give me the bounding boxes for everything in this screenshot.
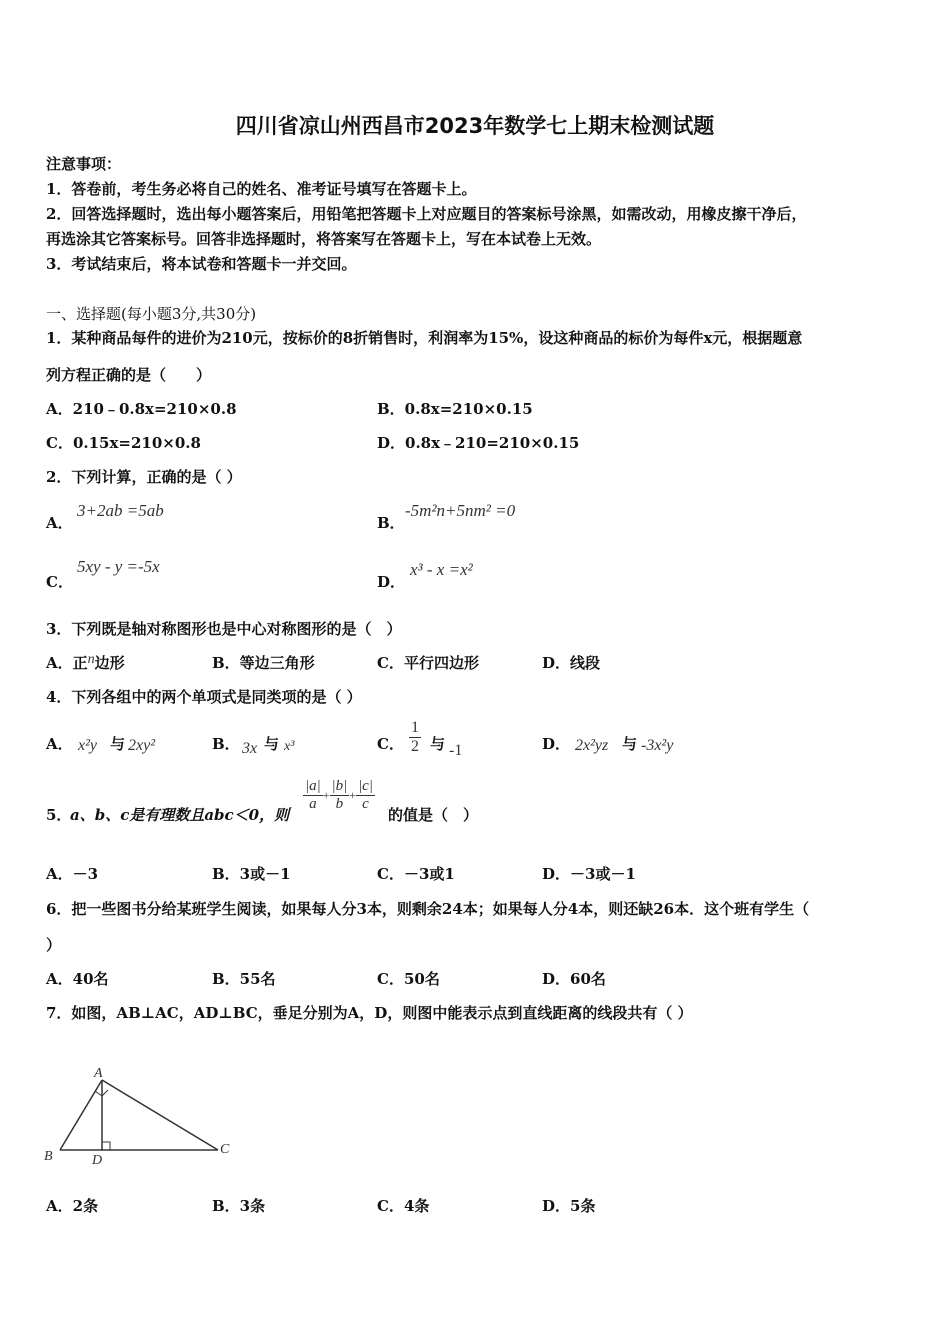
notice-line-2b: 再选涂其它答案标号。回答非选择题时，将答案写在答题卡上，写在本试卷上无效。 bbox=[46, 230, 602, 248]
q2-option-c-expr: 5xy - y =-5x bbox=[77, 557, 160, 576]
q6-option-a: A．40名 bbox=[46, 970, 109, 988]
q4-option-a-yu: 与 bbox=[110, 735, 126, 753]
q7-option-b: B．3条 bbox=[212, 1197, 266, 1215]
q5-frac2-num: |b| bbox=[331, 778, 348, 794]
q4-option-c-num: 1 bbox=[411, 719, 419, 736]
q4-option-b-yu: 与 bbox=[264, 735, 280, 753]
q7-triangle-figure bbox=[40, 1060, 240, 1170]
q5-frac1-num: |a| bbox=[305, 778, 321, 794]
q5-option-d: D．－3或－1 bbox=[542, 865, 636, 883]
q1-option-a: A．210﹣0.8x=210×0.8 bbox=[46, 400, 237, 418]
segment-ab bbox=[60, 1080, 102, 1150]
q4-option-c-yu: 与 bbox=[430, 735, 446, 753]
label-a: A bbox=[94, 1066, 103, 1081]
q5-fraction-sum bbox=[303, 778, 375, 813]
label-b: B bbox=[44, 1149, 53, 1164]
q4-option-c-frac bbox=[409, 719, 421, 756]
q5-frac3-num: |c| bbox=[358, 778, 373, 794]
q5-frac3-den: c bbox=[362, 796, 369, 812]
q4-option-d-label: D． bbox=[542, 735, 571, 753]
q5-stem-mid: a、b、c是有理数且abc＜0，则 bbox=[70, 806, 290, 824]
q4-option-b-label: B． bbox=[212, 735, 240, 753]
q4-option-c-right: -1 bbox=[449, 742, 463, 759]
q6-stem-a: 6．把一些图书分给某班学生阅读，如果每人分3本，则剩余24本；如果每人分4本，则还缺26本．这个班有学生（ bbox=[46, 900, 810, 918]
q1-stem-a: 1．某种商品每件的进价为210元，按标价的8折销售时，利润率为15%，设这种商品的标价为每件x元，根据题意 bbox=[46, 329, 803, 347]
q3-option-a-post: 边形 bbox=[94, 654, 125, 672]
q2-option-c-label: C． bbox=[46, 573, 73, 591]
section-heading: 一、选择题(每小题3分,共30分) bbox=[46, 305, 257, 323]
q2-stem: 2．下列计算，正确的是（ ） bbox=[46, 468, 242, 486]
q2-option-b-expr: -5m²n+5nm² =0 bbox=[405, 501, 516, 520]
page-title: 四川省凉山州西昌市2023年数学七上期末检测试题 bbox=[235, 114, 715, 138]
notice-line-3: 3．考试结束后，将本试卷和答题卡一并交回。 bbox=[46, 255, 357, 273]
label-d: D bbox=[92, 1153, 103, 1168]
segment-ac bbox=[102, 1080, 218, 1150]
q3-option-a-pre: A．正 bbox=[46, 654, 88, 672]
q4-option-a-right: 2xy² bbox=[128, 737, 155, 754]
q5-frac2-den: b bbox=[335, 796, 344, 812]
q2-option-b-label: B． bbox=[377, 514, 405, 532]
q1-option-d: D．0.8x﹣210=210×0.15 bbox=[377, 434, 580, 452]
q5-stem-pre: 5． bbox=[46, 806, 72, 824]
q4-option-c-label: C． bbox=[377, 735, 404, 753]
q1-stem-b: 列方程正确的是（ ） bbox=[46, 366, 212, 384]
q3-option-d: D．线段 bbox=[542, 654, 601, 672]
q2-option-a-expr: 3+2ab =5ab bbox=[77, 501, 164, 520]
q3-option-a-n: n bbox=[87, 652, 95, 667]
q2-option-a-label: A． bbox=[46, 514, 73, 532]
q5-option-a: A．－3 bbox=[46, 865, 99, 883]
q5-plus-1: + bbox=[322, 787, 330, 802]
q4-option-b-right: x³ bbox=[284, 739, 295, 754]
q6-option-c: C．50名 bbox=[377, 970, 440, 988]
q7-option-a: A．2条 bbox=[46, 1197, 99, 1215]
q7-option-d: D．5条 bbox=[542, 1197, 596, 1215]
q7-option-c: C．4条 bbox=[377, 1197, 430, 1215]
q3-stem: 3．下列既是轴对称图形也是中心对称图形的是（ ） bbox=[46, 620, 402, 638]
q4-option-d-right: -3x²y bbox=[641, 737, 674, 754]
q4-option-c-den: 2 bbox=[411, 738, 419, 755]
notice-heading: 注意事项： bbox=[46, 155, 122, 173]
notice-line-2a: 2．回答选择题时，选出每小题答案后，用铅笔把答题卡上对应题目的答案标号涂黑，如需改动，用橡皮擦干净后， bbox=[46, 205, 807, 223]
q4-stem: 4．下列各组中的两个单项式是同类项的是（ ） bbox=[46, 688, 362, 706]
q5-frac1-den: a bbox=[309, 796, 317, 812]
q1-option-b: B．0.8x=210×0.15 bbox=[377, 400, 533, 418]
q6-option-b: B．55名 bbox=[212, 970, 276, 988]
q4-option-d-left: 2x²yz bbox=[575, 737, 609, 754]
q4-option-b-left: 3x bbox=[242, 740, 258, 757]
q1-option-c: C．0.15x=210×0.8 bbox=[46, 434, 201, 452]
q5-stem-post: 的值是（ ） bbox=[388, 806, 479, 824]
q2-option-d-label: D． bbox=[377, 573, 406, 591]
q7-stem: 7．如图，AB⊥AC，AD⊥BC，垂足分别为A，D，则图中能表示点到直线距离的线段共有（ ） bbox=[46, 1004, 693, 1022]
label-c: C bbox=[220, 1142, 230, 1157]
q4-option-a-left: x²y bbox=[78, 737, 97, 754]
q6-option-d: D．60名 bbox=[542, 970, 606, 988]
q4-option-a-label: A． bbox=[46, 735, 73, 753]
q3-option-c: C．平行四边形 bbox=[377, 654, 479, 672]
right-angle-mark-d bbox=[102, 1142, 110, 1150]
q3-option-a bbox=[46, 652, 125, 673]
q5-plus-2: + bbox=[349, 787, 357, 802]
q3-option-b: B．等边三角形 bbox=[212, 654, 315, 672]
q5-option-c: C．－3或1 bbox=[377, 865, 455, 883]
q6-stem-b: ） bbox=[46, 936, 62, 954]
notice-line-1: 1．答卷前，考生务必将自己的姓名、准考证号填写在答题卡上。 bbox=[46, 180, 477, 198]
q4-option-d-yu: 与 bbox=[622, 735, 638, 753]
q5-option-b: B．3或－1 bbox=[212, 865, 291, 883]
q2-option-d-expr: x³ - x =x² bbox=[410, 560, 473, 579]
